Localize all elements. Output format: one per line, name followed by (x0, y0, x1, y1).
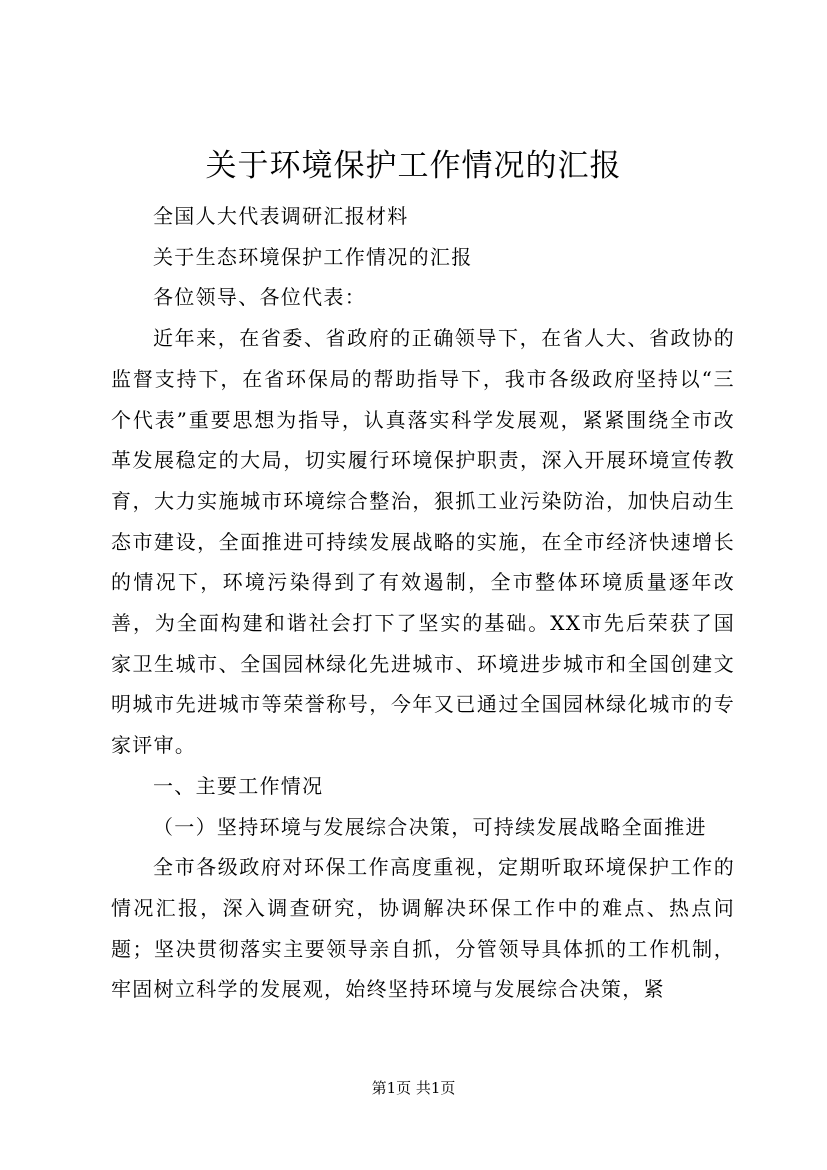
subsection-heading: （一）坚持环境与发展综合决策，可持续发展战略全面推进 (153, 814, 707, 839)
document-title: 关于环境保护工作情况的汇报 (205, 148, 622, 184)
paragraph-report-heading: 关于生态环境保护工作情况的汇报 (153, 244, 473, 269)
page-footer: 第1页 共1页 (371, 1079, 456, 1097)
paragraph-introduction: 近年来，在省委、省政府的正确领导下，在省人大、省政协的监督支持下，在省环保局的帮助指导下，我市各级政府坚持以“三个代表”重要思想为指导，认真落实科学发展观，紧紧围绕全市改革发展稳定的大局，切实履行环境保护职责，深入开展环境宣传教育，大力实施城市环境综合整治，狠抓工业污染防治，加快启动生态市建设，全面推进可持续发展战略的实施，在全市经济快速增长的情况下，环境污染得到了有效遏制，全市整体环境质量逐年改善，为全面构建和谐社会打下了坚实的基础。XX市先后荣获了国家卫生城市、全国园林绿化先进城市、环境进步城市和全国创建文明城市先进城市等荣誉称号，今年又已通过全国园林绿化城市的专家评审。 (111, 326, 735, 758)
document-body (111, 196, 735, 1010)
paragraph-subtitle: 全国人大代表调研汇报材料 (153, 204, 409, 228)
paragraph-body: 全市各级政府对环保工作高度重视，定期听取环境保护工作的情况汇报，深入调查研究，协调解决环保工作中的难点、热点问题；坚决贯彻落实主要领导亲自抓，分管领导具体抓的工作机制，牢固树立科学的发展观，始终坚持环境与发展综合决策，紧 (111, 855, 735, 1002)
paragraph-salutation: 各位领导、各位代表： (153, 285, 366, 310)
section-heading: 一、主要工作情况 (153, 773, 324, 798)
